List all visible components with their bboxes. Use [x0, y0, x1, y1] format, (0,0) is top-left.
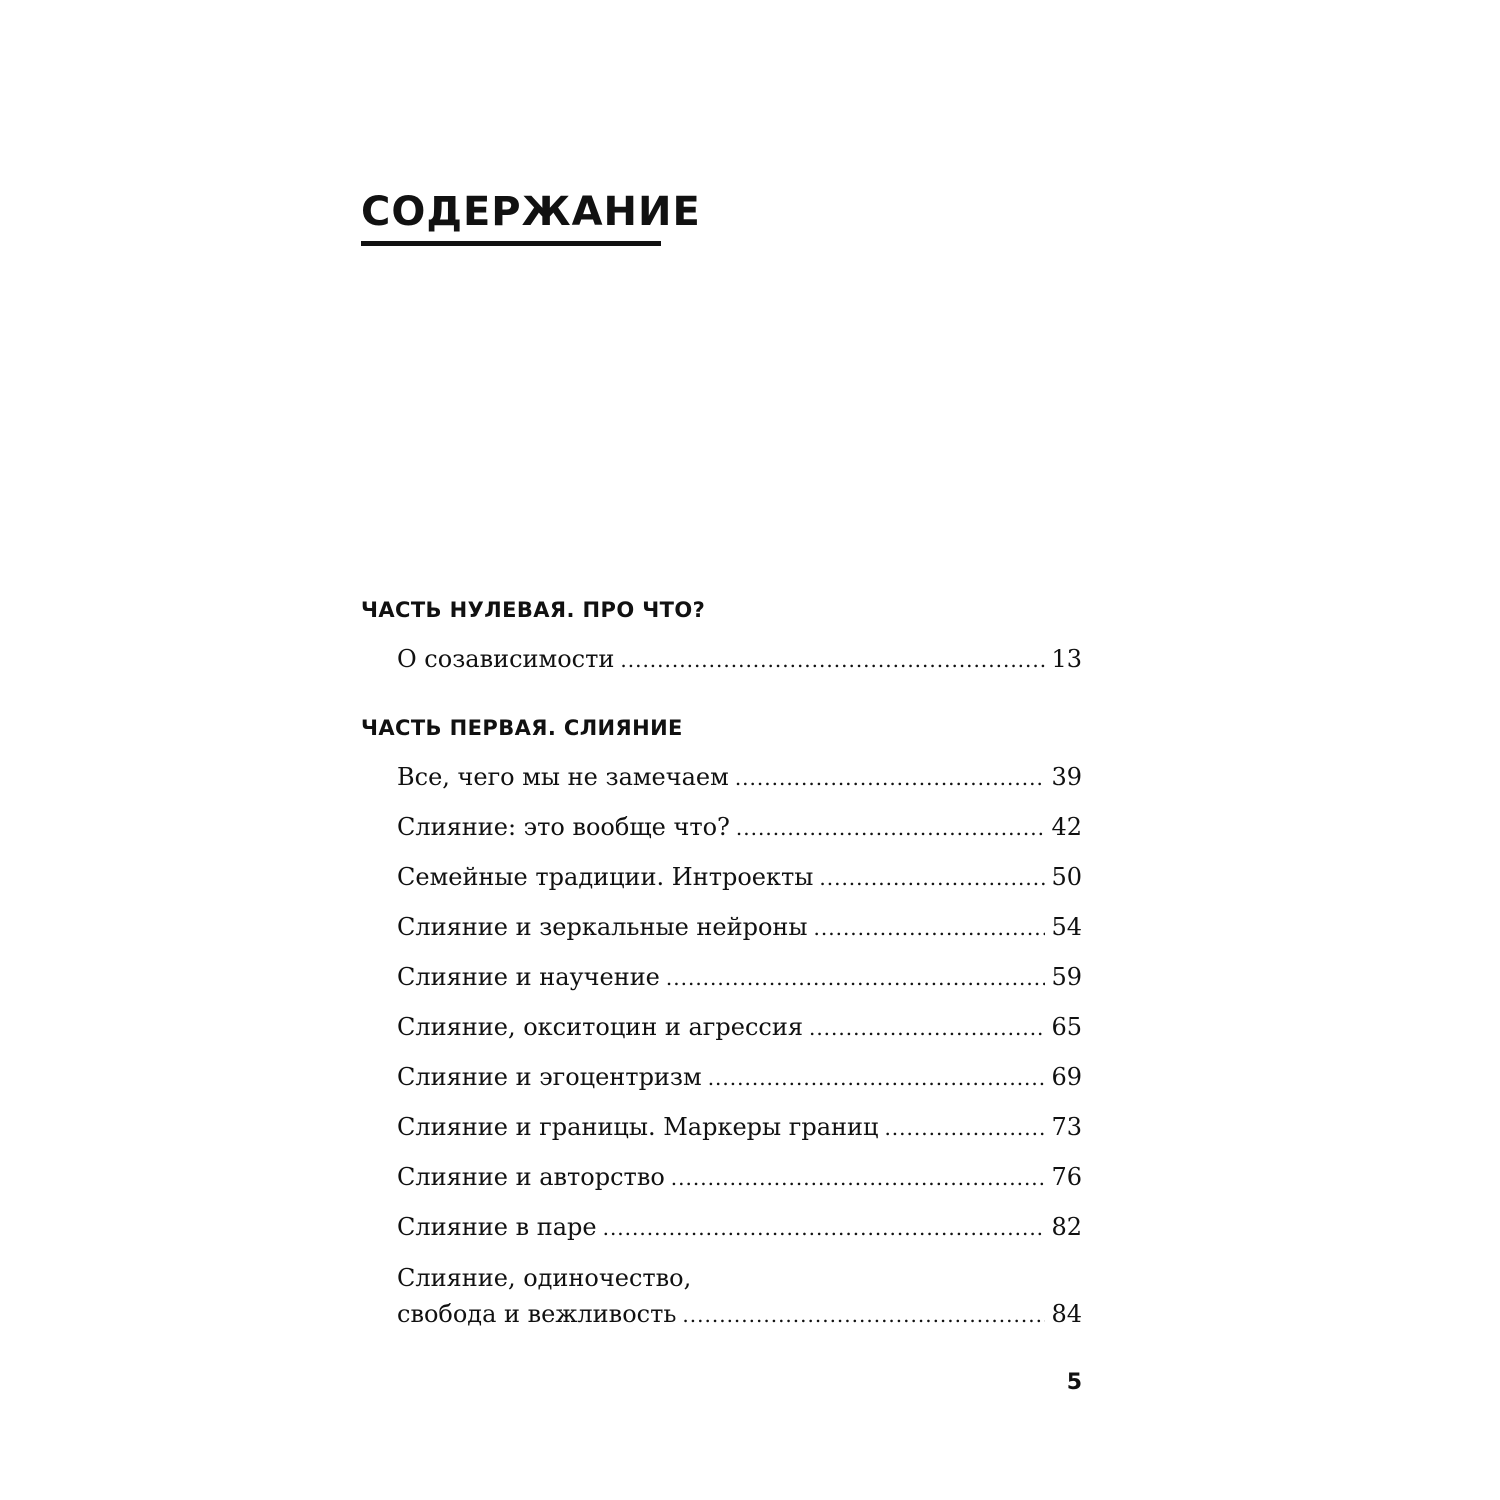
- dot-leader: [735, 760, 1046, 796]
- dot-leader: [814, 910, 1046, 946]
- toc-entry[interactable]: [397, 1109, 1082, 1146]
- entry-title: Слияние и научение: [397, 963, 660, 991]
- entry-title: Слияние: это вообще что?: [397, 813, 730, 841]
- dot-leader: [708, 1060, 1046, 1096]
- dot-leader: [809, 1010, 1045, 1046]
- entry-page-number: 82: [1051, 1213, 1082, 1241]
- part-title-one: ЧАСТЬ ПЕРВАЯ. СЛИЯНИЕ: [361, 716, 683, 740]
- toc-entry[interactable]: [397, 909, 1082, 946]
- entry-page-number: 50: [1051, 863, 1082, 891]
- dot-leader: [682, 1297, 1045, 1333]
- dot-leader: [819, 860, 1045, 896]
- heading-underline: [361, 241, 661, 246]
- folio-page-number: 5: [1066, 1370, 1082, 1395]
- entry-title: Слияние и авторство: [397, 1163, 665, 1191]
- entry-page-number: 73: [1051, 1113, 1082, 1141]
- entry-page-number: 42: [1051, 813, 1082, 841]
- entry-title: Слияние и границы. Маркеры границ: [397, 1113, 879, 1141]
- part-title-zero: ЧАСТЬ НУЛЕВАЯ. ПРО ЧТО?: [361, 598, 706, 622]
- entry-page-number: 59: [1051, 963, 1082, 991]
- entry-title: О созависимости: [397, 645, 615, 673]
- entry-page-number: 69: [1051, 1063, 1082, 1091]
- entry-title: Слияние и эгоцентризм: [397, 1063, 702, 1091]
- dot-leader: [736, 810, 1046, 846]
- toc-entry[interactable]: [397, 959, 1082, 996]
- entry-title: Семейные традиции. Интроекты: [397, 863, 814, 891]
- toc-entry[interactable]: [397, 759, 1082, 796]
- toc-entry[interactable]: [397, 1209, 1082, 1246]
- dot-leader: [620, 642, 1045, 678]
- entry-page-number: 54: [1051, 913, 1082, 941]
- dot-leader: [666, 960, 1046, 996]
- toc-entry-multiline[interactable]: [397, 1260, 1082, 1333]
- entry-title: Слияние, окситоцин и агрессия: [397, 1013, 803, 1041]
- toc-entry[interactable]: [397, 1059, 1082, 1096]
- dot-leader: [884, 1110, 1045, 1146]
- toc-heading: СОДЕРЖАНИЕ: [361, 189, 701, 235]
- entry-title: Слияние и зеркальные нейроны: [397, 913, 808, 941]
- dot-leader: [671, 1160, 1046, 1196]
- entry-page-number: 65: [1051, 1013, 1082, 1041]
- toc-entry[interactable]: [397, 1159, 1082, 1196]
- entry-title: Слияние в паре: [397, 1213, 597, 1241]
- toc-entry[interactable]: [397, 809, 1082, 846]
- dot-leader: [603, 1210, 1046, 1246]
- toc-entry[interactable]: [397, 859, 1082, 896]
- entry-title: Все, чего мы не замечаем: [397, 763, 729, 791]
- entry-title-line1: Слияние, одиночество,: [397, 1264, 692, 1292]
- entry-page-number: 13: [1051, 645, 1082, 673]
- entry-page-number: 76: [1051, 1163, 1082, 1191]
- toc-entry[interactable]: [397, 1009, 1082, 1046]
- entry-page-number: 84: [1051, 1300, 1082, 1328]
- entry-page-number: 39: [1051, 763, 1082, 791]
- entry-title-line2: свобода и вежливость: [397, 1300, 677, 1328]
- toc-entry[interactable]: [397, 641, 1082, 678]
